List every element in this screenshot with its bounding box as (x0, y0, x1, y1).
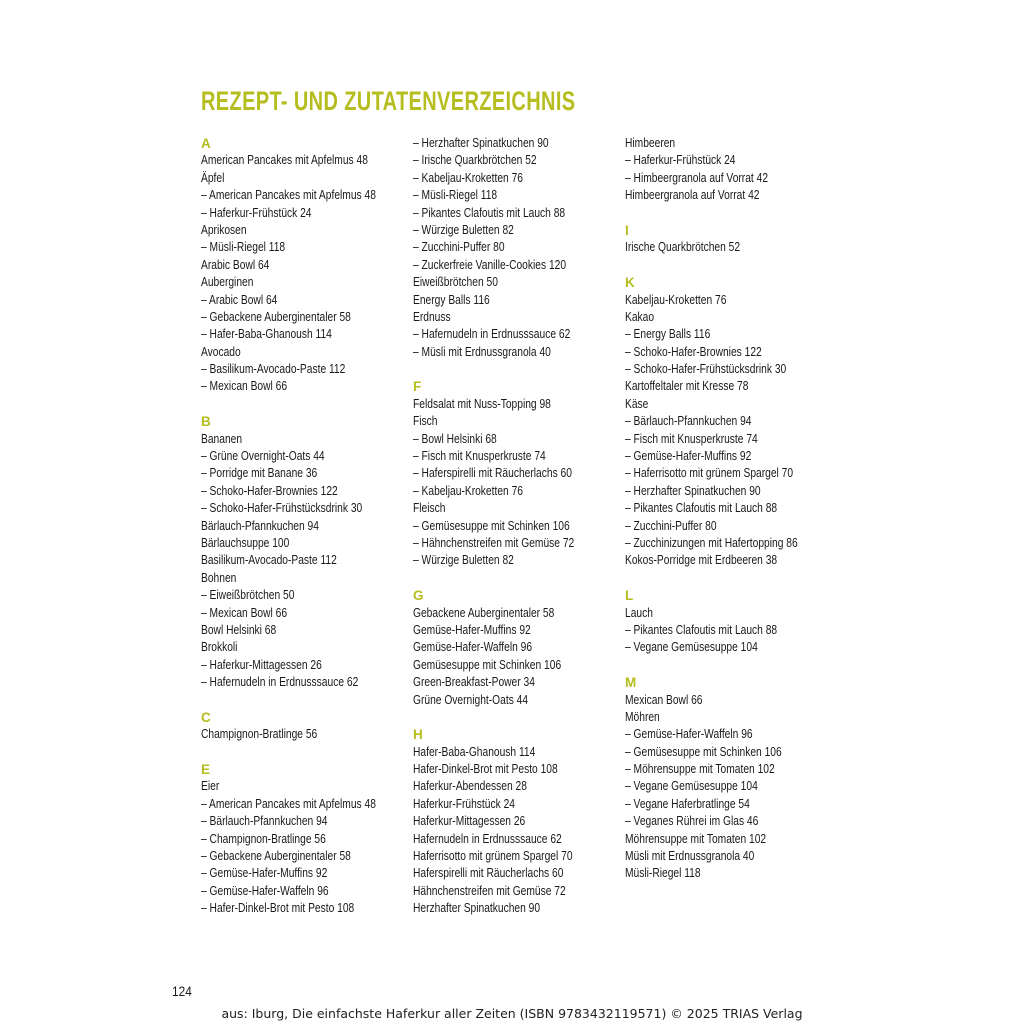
index-entry: Kokos-Porridge mit Erdbeeren 38 (625, 553, 778, 568)
index-subentry: – Gebackene Auberginentaler 58 (201, 309, 351, 324)
index-entry: Müsli mit Erdnussgranola 40 (625, 849, 755, 864)
index-subentry: – Champignon-Bratlinge 56 (201, 831, 326, 846)
section-spacer (413, 709, 618, 726)
index-subentry: – Haferrisotto mit grünem Spargel 70 (625, 466, 794, 481)
index-entry: Äpfel (201, 170, 225, 185)
index-subentry: – Müsli-Riegel 118 (201, 240, 286, 255)
index-entry: Bohnen (201, 570, 237, 585)
index-subentry: – Gebackene Auberginentaler 58 (201, 849, 351, 864)
index-subentry: – Herzhafter Spinatkuchen 90 (625, 483, 761, 498)
index-entry: Gebackene Auberginentaler 58 (413, 605, 555, 620)
copyright-footer: aus: Iburg, Die einfachste Haferkur aller Zeiten (ISBN 9783432119571) © 2025 TRIAS Verlag (221, 1006, 803, 1021)
index-entry: Bärlauch-Pfannkuchen 94 (201, 518, 319, 533)
index-subentry: – Pikantes Clafoutis mit Lauch 88 (413, 205, 566, 220)
index-entry: Gemüse-Hafer-Muffins 92 (413, 622, 531, 637)
index-subentry: – Zucchinizungen mit Hafertopping 86 (625, 535, 798, 550)
index-entry: Lauch (625, 605, 653, 620)
index-subentry: – Müsli mit Erdnussgranola 40 (413, 344, 551, 359)
index-subentry: – Irische Quarkbrötchen 52 (413, 153, 537, 168)
section-letter: M (625, 675, 637, 691)
index-subentry: – Hafer-Dinkel-Brot mit Pesto 108 (201, 901, 355, 916)
section-spacer (413, 570, 618, 587)
section-spacer (201, 744, 406, 761)
index-subentry: – Haferkur-Frühstück 24 (201, 205, 312, 220)
index-entry: Brokkoli (201, 640, 238, 655)
index-subentry: – Zucchini-Puffer 80 (413, 240, 505, 255)
index-subentry: – Fisch mit Knusperkruste 74 (413, 449, 546, 464)
index-subentry: – Bärlauch-Pfannkuchen 94 (201, 814, 328, 829)
section-letter: H (413, 727, 423, 743)
index-entry: Müsli-Riegel 118 (625, 866, 701, 881)
index-subentry: – Gemüse-Hafer-Muffins 92 (625, 449, 752, 464)
index-entry: Käse (625, 396, 649, 411)
index-entry: Bowl Helsinki 68 (201, 622, 277, 637)
index-entry: Erdnuss (413, 309, 451, 324)
index-entry: Irische Quarkbrötchen 52 (625, 240, 741, 255)
index-entry: Himbeeren (625, 136, 676, 150)
section-spacer (625, 570, 830, 587)
section-letter: L (625, 588, 634, 604)
index-subentry: – American Pancakes mit Apfelmus 48 (201, 188, 376, 203)
index-subentry: – Kabeljau-Kroketten 76 (413, 483, 523, 498)
index-subentry: – Vegane Haferbratlinge 54 (625, 796, 750, 811)
index-entry: Haferspirelli mit Räucherlachs 60 (413, 866, 564, 881)
index-entry: Energy Balls 116 (413, 292, 490, 307)
section-spacer (625, 257, 830, 274)
page-number: 124 (172, 983, 192, 999)
index-subentry: – Mexican Bowl 66 (201, 379, 288, 394)
index-entry: Gemüsesuppe mit Schinken 106 (413, 657, 562, 672)
section-spacer (625, 657, 830, 674)
index-entry: Bärlauchsuppe 100 (201, 535, 290, 550)
index-subentry: – Zuckerfreie Vanille-Cookies 120 (413, 257, 567, 272)
index-entry: Auberginen (201, 275, 254, 290)
index-subentry: – Basilikum-Avocado-Paste 112 (201, 362, 346, 377)
index-subentry: – Hafernudeln in Erdnusssauce 62 (201, 675, 359, 690)
section-letter: C (201, 709, 211, 725)
index-subentry: – Veganes Rührei im Glas 46 (625, 814, 759, 829)
section-spacer (201, 692, 406, 709)
index-entry: Arabic Bowl 64 (201, 257, 270, 272)
index-subentry: – Schoko-Hafer-Brownies 122 (625, 344, 762, 359)
index-entry: Fleisch (413, 501, 446, 516)
index-entry: Kabeljau-Kroketten 76 (625, 292, 727, 307)
section-letter: B (201, 414, 211, 430)
index-subentry: – Zucchini-Puffer 80 (625, 518, 717, 533)
index-subentry: – Kabeljau-Kroketten 76 (413, 170, 523, 185)
index-subentry: – American Pancakes mit Apfelmus 48 (201, 796, 376, 811)
index-entry: Avocado (201, 344, 241, 359)
index-subentry: – Herzhafter Spinatkuchen 90 (413, 136, 549, 150)
index-subentry: – Haferkur-Frühstück 24 (625, 153, 736, 168)
index-subentry: – Würzige Buletten 82 (413, 222, 514, 237)
index-subentry: – Würzige Buletten 82 (413, 553, 514, 568)
index-subentry: – Pikantes Clafoutis mit Lauch 88 (625, 501, 778, 516)
index-entry: Bananen (201, 431, 243, 446)
index-entry: Mexican Bowl 66 (625, 692, 703, 707)
index-subentry: – Porridge mit Banane 36 (201, 466, 318, 481)
section-spacer (413, 361, 618, 378)
index-entry: Hafernudeln in Erdnusssauce 62 (413, 831, 562, 846)
index-subentry: – Gemüse-Hafer-Waffeln 96 (625, 727, 753, 742)
index-subentry: – Mexican Bowl 66 (201, 605, 288, 620)
index-entry: Möhrensuppe mit Tomaten 102 (625, 831, 767, 846)
index-entry: Kakao (625, 309, 655, 324)
index-entry: Möhren (625, 709, 660, 724)
section-spacer (201, 396, 406, 413)
index-entry: Haferkur-Mittagessen 26 (413, 814, 526, 829)
index-subentry: – Müsli-Riegel 118 (413, 188, 498, 203)
index-entry: Grüne Overnight-Oats 44 (413, 692, 529, 707)
index-entry: Eier (201, 779, 220, 794)
index-subentry: – Bärlauch-Pfannkuchen 94 (625, 414, 752, 429)
index-entry: Kartoffeltaler mit Kresse 78 (625, 379, 749, 394)
index-entry: Hähnchenstreifen mit Gemüse 72 (413, 883, 566, 898)
index-subentry: – Fisch mit Knusperkruste 74 (625, 431, 758, 446)
index-subentry: – Gemüse-Hafer-Muffins 92 (201, 866, 328, 881)
index-subentry: – Pikantes Clafoutis mit Lauch 88 (625, 622, 778, 637)
index-entry: Fisch (413, 414, 438, 429)
index-entry: Hafer-Baba-Ghanoush 114 (413, 744, 536, 759)
index-entry: Himbeergranola auf Vorrat 42 (625, 188, 760, 203)
index-subentry: – Gemüsesuppe mit Schinken 106 (413, 518, 570, 533)
index-entry: Gemüse-Hafer-Waffeln 96 (413, 640, 533, 655)
index-subentry: – Haferkur-Mittagessen 26 (201, 657, 322, 672)
index-subentry: – Bowl Helsinki 68 (413, 431, 497, 446)
index-entry: Herzhafter Spinatkuchen 90 (413, 901, 541, 916)
index-subentry: – Hafernudeln in Erdnusssauce 62 (413, 327, 571, 342)
index-subentry: – Vegane Gemüsesuppe 104 (625, 640, 758, 655)
index-entry: Haferrisotto mit grünem Spargel 70 (413, 849, 573, 864)
section-letter: G (413, 588, 424, 604)
page-title: REZEPT- UND ZUTATENVERZEICHNIS (201, 86, 576, 116)
index-subentry: – Arabic Bowl 64 (201, 292, 278, 307)
index-entry: Haferkur-Abendessen 28 (413, 779, 527, 794)
index-entry: Champignon-Bratlinge 56 (201, 727, 318, 742)
index-subentry: – Eiweißbrötchen 50 (201, 588, 295, 603)
index-column-1 (201, 135, 406, 918)
index-subentry: – Hähnchenstreifen mit Gemüse 72 (413, 535, 575, 550)
index-column-2 (413, 135, 618, 918)
index-subentry: – Gemüse-Hafer-Waffeln 96 (201, 883, 329, 898)
index-subentry: – Möhrensuppe mit Tomaten 102 (625, 762, 775, 777)
index-subentry: – Haferspirelli mit Räucherlachs 60 (413, 466, 572, 481)
index-subentry: – Hafer-Baba-Ghanoush 114 (201, 327, 332, 342)
index-subentry: – Schoko-Hafer-Brownies 122 (201, 483, 338, 498)
index-entry: Basilikum-Avocado-Paste 112 (201, 553, 337, 568)
index-subentry: – Schoko-Hafer-Frühstücksdrink 30 (625, 362, 787, 377)
index-subentry: – Energy Balls 116 (625, 327, 711, 342)
index-entry: Hafer-Dinkel-Brot mit Pesto 108 (413, 762, 558, 777)
index-entry: Aprikosen (201, 222, 247, 237)
section-spacer (625, 205, 830, 222)
index-entry: Feldsalat mit Nuss-Topping 98 (413, 396, 551, 411)
section-letter: A (201, 136, 211, 151)
section-letter: F (413, 379, 422, 395)
index-entry: American Pancakes mit Apfelmus 48 (201, 153, 368, 168)
index-column-3 (625, 135, 830, 883)
index-subentry: – Vegane Gemüsesuppe 104 (625, 779, 758, 794)
section-letter: E (201, 762, 211, 778)
index-entry: Eiweißbrötchen 50 (413, 275, 498, 290)
index-subentry: – Gemüsesuppe mit Schinken 106 (625, 744, 782, 759)
index-entry: Green-Breakfast-Power 34 (413, 675, 535, 690)
index-entry: Haferkur-Frühstück 24 (413, 796, 515, 811)
section-letter: I (625, 222, 629, 238)
section-letter: K (625, 275, 635, 291)
index-subentry: – Himbeergranola auf Vorrat 42 (625, 170, 769, 185)
index-subentry: – Schoko-Hafer-Frühstücksdrink 30 (201, 501, 363, 516)
index-subentry: – Grüne Overnight-Oats 44 (201, 449, 325, 464)
